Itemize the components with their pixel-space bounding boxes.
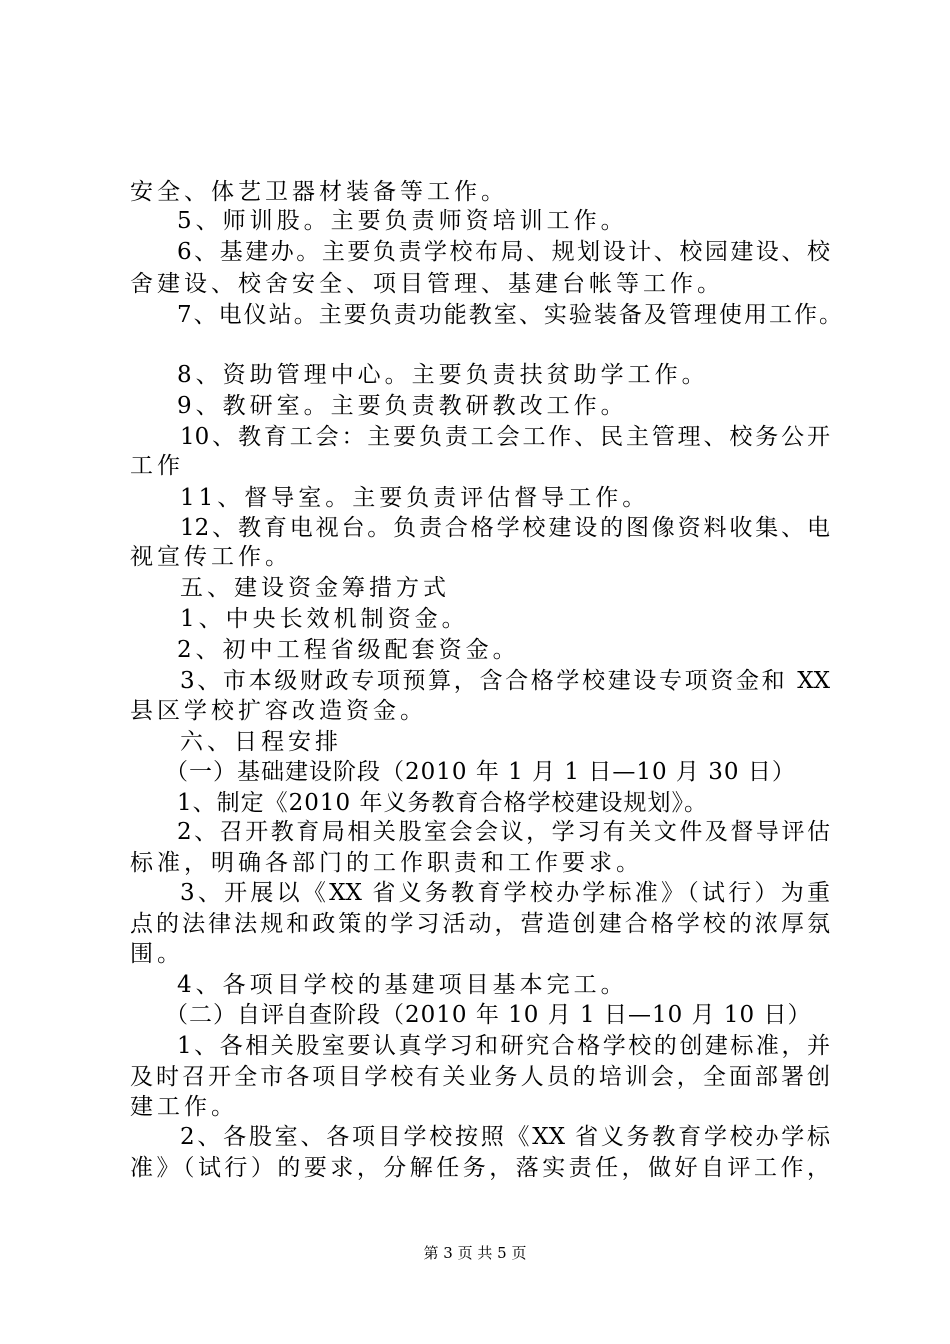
text-line: 视宣传工作。 — [130, 544, 292, 570]
text-line: 建工作。 — [130, 1094, 238, 1120]
text-line: 2、各股室、各项目学校按照《XX 省义务教育学校办学标 — [180, 1124, 830, 1150]
text-line: 11、督导室。主要负责评估督导工作。 — [180, 485, 650, 511]
text-line: 及时召开全市各项目学校有关业务人员的培训会，全面部署创 — [130, 1064, 830, 1090]
text-line: 2、初中工程省级配套资金。 — [177, 637, 520, 663]
text-line: 1、制定《2010 年义务教育合格学校建设规划》。 — [177, 790, 708, 816]
subsection-heading: （一）基础建设阶段（2010 年 1 月 1 日—10 月 30 日） — [165, 759, 796, 785]
text-line: 安全、体艺卫器材装备等工作。 — [130, 179, 508, 205]
text-line: 8、资助管理中心。主要负责扶贫助学工作。 — [177, 362, 709, 388]
text-line: 10、教育工会：主要负责工会工作、民主管理、校务公开 — [180, 424, 830, 450]
section-heading: 五、建设资金筹措方式 — [180, 575, 450, 601]
text-line: 5、师训股。主要负责师资培训工作。 — [177, 208, 628, 234]
text-line: 3、开展以《XX 省义务教育学校办学标准》（试行）为重 — [180, 880, 830, 906]
text-line: 县区学校扩容改造资金。 — [130, 698, 427, 724]
text-line: 标准，明确各部门的工作职责和工作要求。 — [130, 850, 643, 876]
text-line: 1、各相关股室要认真学习和研究合格学校的创建标准，并 — [177, 1033, 830, 1059]
section-heading: 六、日程安排 — [180, 729, 342, 755]
text-line: 准》（试行）的要求，分解任务，落实责任，做好自评工作， — [130, 1155, 830, 1181]
text-line: 1、中央长效机制资金。 — [180, 606, 469, 632]
text-line: 3、市本级财政专项预算，含合格学校建设专项资金和 XX — [180, 668, 830, 694]
text-line: 舍建设、校舍安全、项目管理、基建台帐等工作。 — [130, 271, 724, 297]
text-line: 7、电仪站。主要负责功能教室、实验装备及管理使用工作。 — [177, 302, 842, 328]
subsection-heading: （二）自评自查阶段（2010 年 10 月 1 日—10 月 10 日） — [165, 1002, 812, 1028]
text-line: 6、基建办。主要负责学校布局、规划设计、校园建设、校 — [177, 239, 830, 265]
text-line: 工作 — [130, 453, 184, 479]
text-line: 12、教育电视台。负责合格学校建设的图像资料收集、电 — [180, 515, 830, 541]
page-footer: 第 3 页 共 5 页 — [423, 1244, 527, 1262]
text-line: 4、各项目学校的基建项目基本完工。 — [177, 972, 628, 998]
text-line: 围。 — [130, 941, 184, 967]
text-line: 点的法律法规和政策的学习活动，营造创建合格学校的浓厚氛 — [130, 911, 830, 937]
text-line: 9、教研室。主要负责教研教改工作。 — [177, 393, 628, 419]
text-line: 2、召开教育局相关股室会会议，学习有关文件及督导评估 — [177, 819, 830, 845]
